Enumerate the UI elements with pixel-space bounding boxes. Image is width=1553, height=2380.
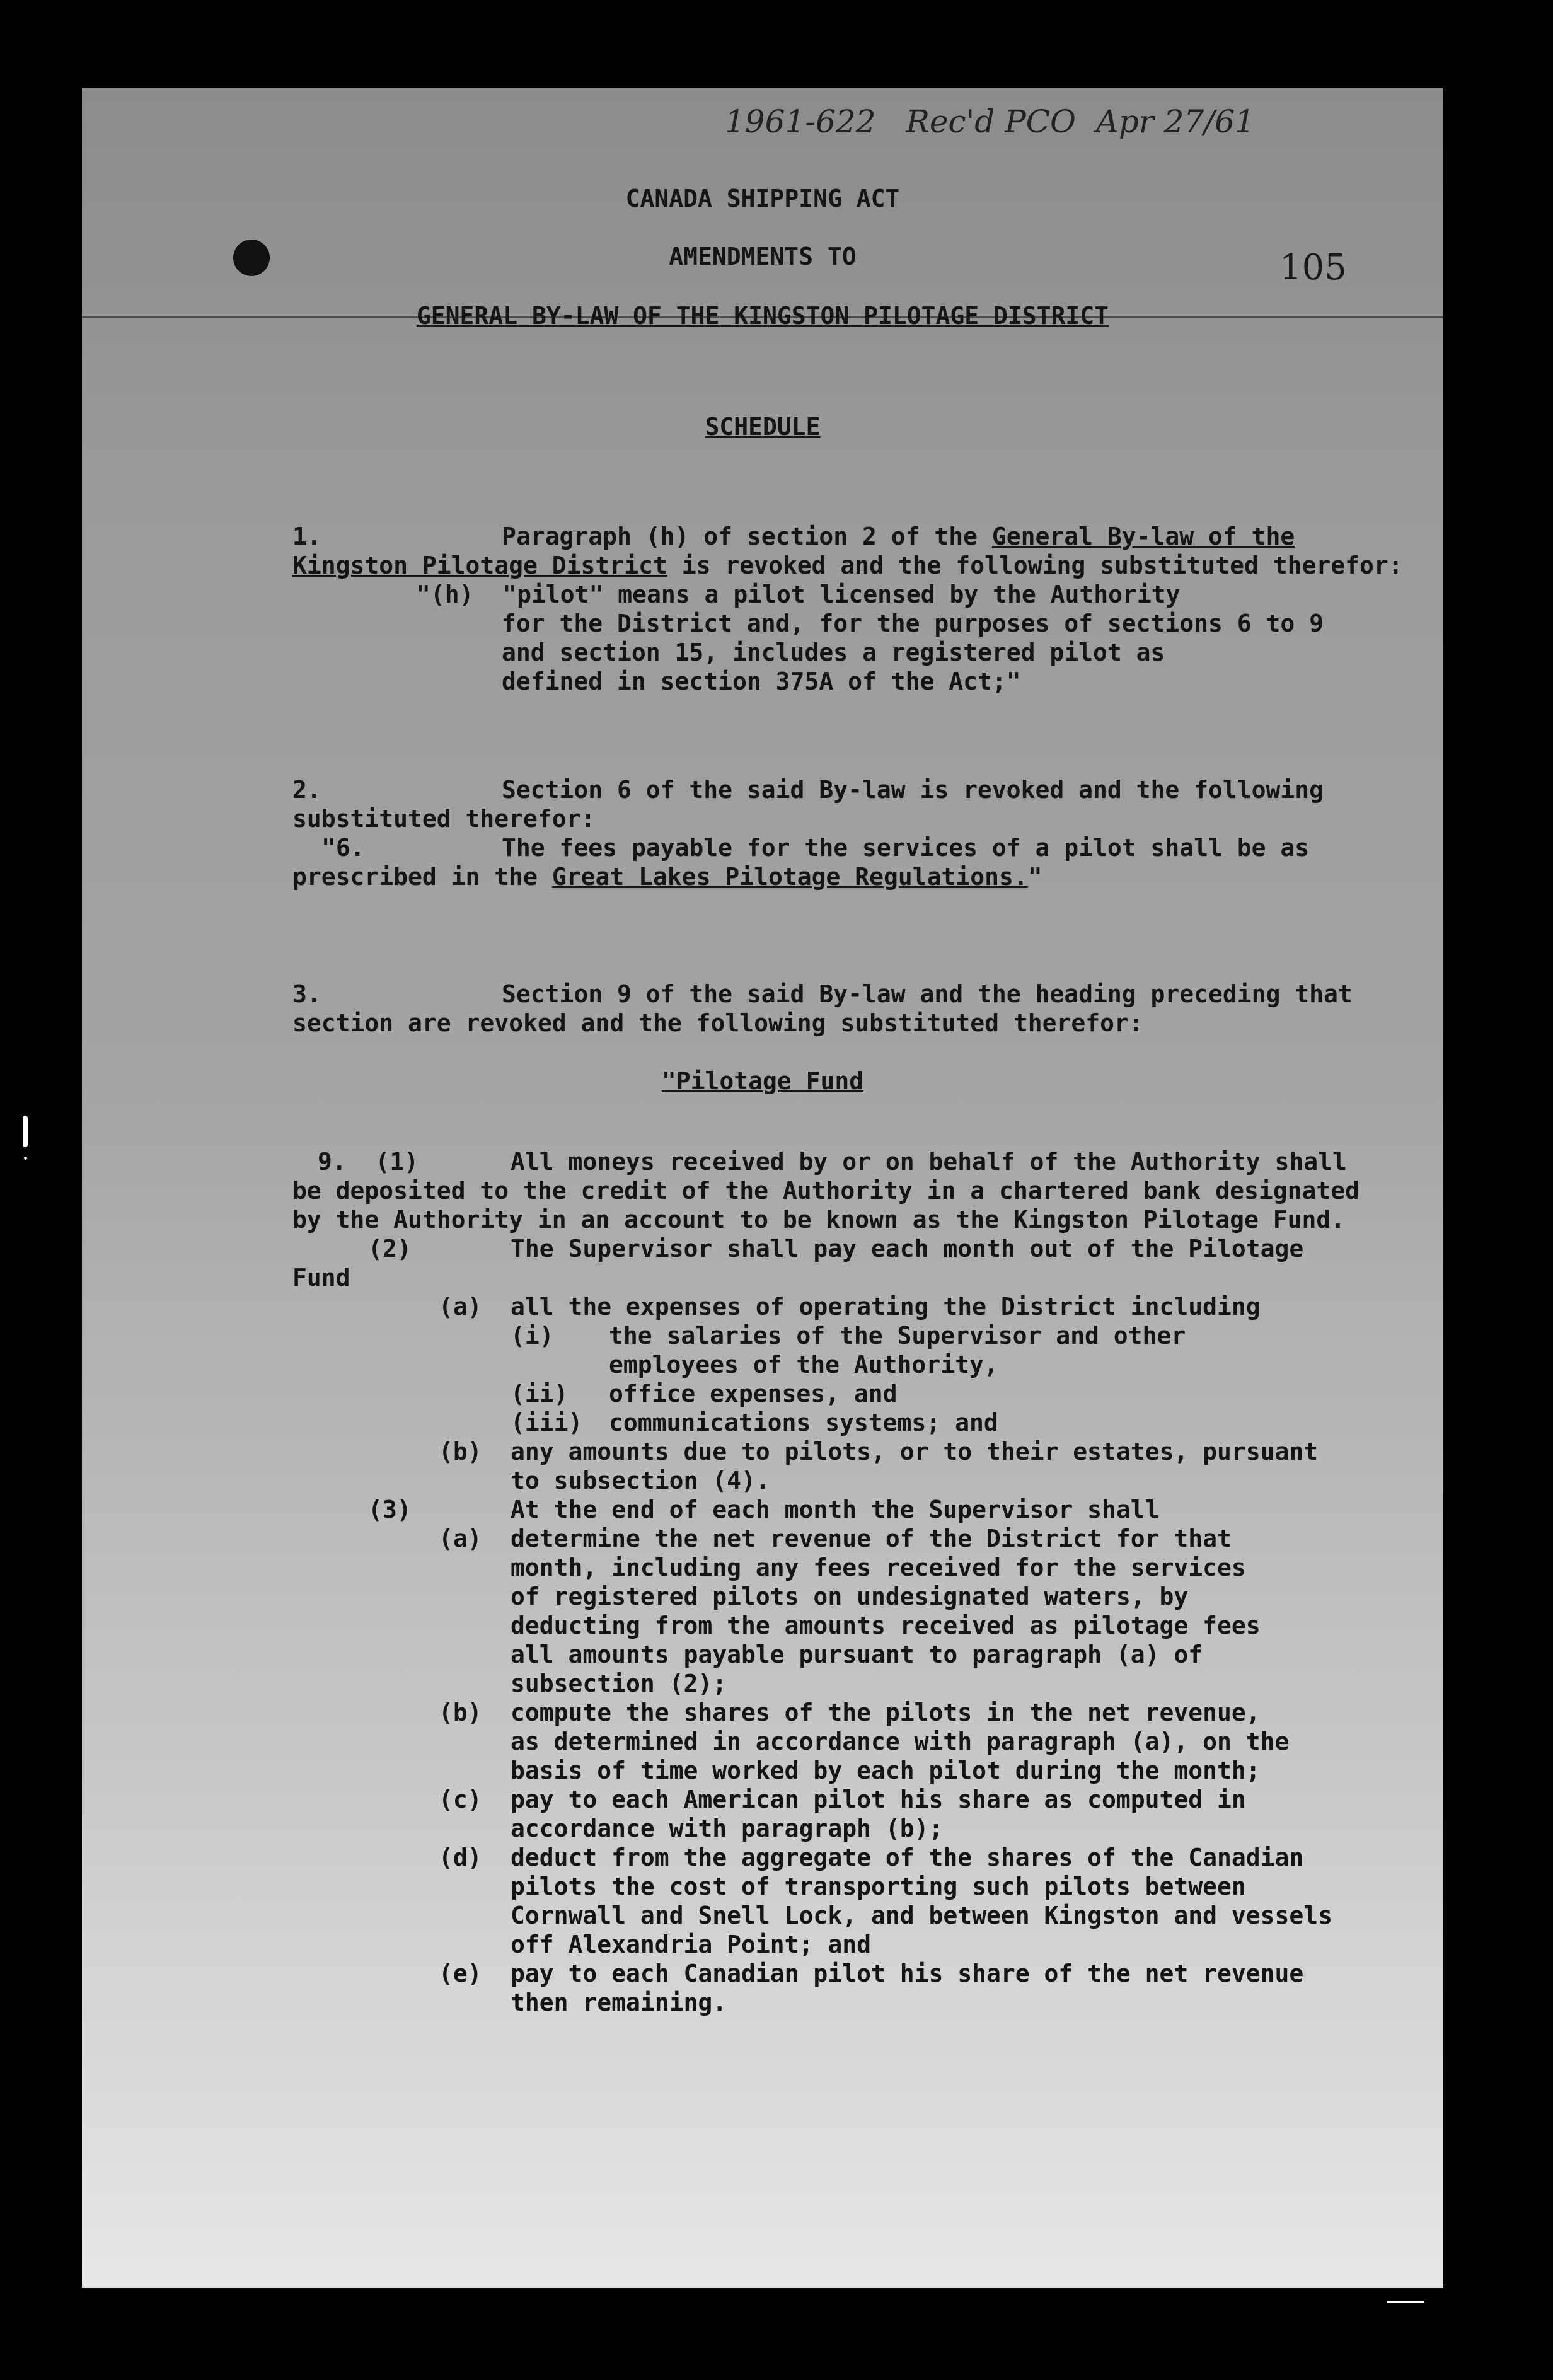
handwritten-annotation: 1961-622 Rec'd PCO Apr 27/61 <box>725 103 1255 140</box>
body-text: any amounts due to pilots, or to their estates, pursuant <box>511 1438 1319 1465</box>
body-text: determine the net revenue of the District for that <box>511 1525 1232 1552</box>
body-text: pay to each American pilot his share as computed in <box>511 1786 1246 1813</box>
page-number: 105 <box>1279 247 1347 288</box>
body-text: communications systems; and <box>609 1409 998 1436</box>
body-text: then remaining. <box>511 1989 727 2016</box>
body-text: Fund <box>292 1264 350 1291</box>
section-3-text: section are revoked and the following substituted therefor: <box>292 1009 1143 1037</box>
subparagraph-label: (i) <box>511 1322 554 1349</box>
body-text: All moneys received by or on behalf of the Authority shall <box>511 1148 1347 1176</box>
subparagraph-label: (ii) <box>511 1380 569 1407</box>
body-text: all amounts payable pursuant to paragraph (a) of <box>511 1641 1203 1668</box>
subparagraph-label: (iii) <box>511 1409 583 1436</box>
section-1-text: and section 15, includes a registered pilot as <box>502 638 1165 666</box>
heading-by-law: GENERAL BY-LAW OF THE KINGSTON PILOTAGE DISTRICT <box>416 302 1109 330</box>
section-3-number: 3. <box>292 980 321 1008</box>
paragraph-label: (a) <box>439 1293 482 1320</box>
section-1-text: "(h) "pilot" means a pilot licensed by the Authority <box>416 581 1181 608</box>
section-2-text: substituted therefor: <box>292 805 596 833</box>
paragraph-label: (e) <box>439 1960 482 1987</box>
body-text: as determined in accordance with paragraph (a), on the <box>511 1728 1290 1755</box>
body-text: office expenses, and <box>609 1380 898 1407</box>
body-text: by the Authority in an account to be known as the Kingston Pilotage Fund. <box>292 1206 1346 1233</box>
section-2-text: "6. <box>321 834 365 862</box>
body-text: subsection (2); <box>511 1670 727 1697</box>
pilotage-fund-heading: "Pilotage Fund <box>661 1067 864 1095</box>
section-2-number: 2. <box>292 776 321 804</box>
section-2-text: Section 6 of the said By-law is revoked and the following <box>502 776 1324 804</box>
body-text: be deposited to the credit of the Authority in a chartered bank designated <box>292 1177 1360 1204</box>
heading-amendments: AMENDMENTS TO <box>669 243 857 270</box>
document-page <box>82 88 1443 2288</box>
section-2-text: prescribed in the Great Lakes Pilotage Regulations." <box>292 863 1042 891</box>
film-edge-mark <box>23 1116 28 1147</box>
body-text: Cornwall and Snell Lock, and between Kingston and vessels <box>511 1902 1333 1929</box>
paragraph-label: (b) <box>439 1438 482 1465</box>
paragraph-label: (c) <box>439 1786 482 1813</box>
body-text: At the end of each month the Supervisor shall <box>511 1496 1160 1523</box>
subsection-label: (2) <box>368 1235 412 1262</box>
section-1-text: for the District and, for the purposes of sections 6 to 9 <box>502 609 1324 637</box>
subsection-label: (3) <box>368 1496 412 1523</box>
section-2-text: The fees payable for the services of a pilot shall be as <box>502 834 1310 862</box>
body-text: to subsection (4). <box>511 1467 770 1494</box>
section-1-text: defined in section 375A of the Act;" <box>502 667 1021 695</box>
body-text: pay to each Canadian pilot his share of the net revenue <box>511 1960 1304 1987</box>
film-edge-mark <box>1387 2301 1424 2303</box>
heading-schedule: SCHEDULE <box>705 413 821 441</box>
body-text: the salaries of the Supervisor and other <box>609 1322 1186 1349</box>
body-text: deduct from the aggregate of the shares of the Canadian <box>511 1844 1304 1871</box>
body-text: accordance with paragraph (b); <box>511 1815 944 1842</box>
body-text: month, including any fees received for the services <box>511 1554 1246 1581</box>
section-3-text: Section 9 of the said By-law and the heading preceding that <box>502 980 1353 1008</box>
body-text: off Alexandria Point; and <box>511 1931 871 1958</box>
body-text: basis of time worked by each pilot during the month; <box>511 1757 1261 1784</box>
body-text: deducting from the amounts received as pilotage fees <box>511 1612 1261 1639</box>
section-1-text: Paragraph (h) of section 2 of the General By-law of the <box>502 523 1295 550</box>
section-1-text: Kingston Pilotage District is revoked and the following substituted therefor: <box>292 552 1403 579</box>
section-1-number: 1. <box>292 523 321 550</box>
body-text: pilots the cost of transporting such pilots between <box>511 1873 1246 1900</box>
body-text: of registered pilots on undesignated waters, by <box>511 1583 1189 1610</box>
body-text: compute the shares of the pilots in the net revenue, <box>511 1699 1261 1726</box>
film-edge-mark <box>24 1157 27 1160</box>
paragraph-label: (a) <box>439 1525 482 1552</box>
paragraph-label: (d) <box>439 1844 482 1871</box>
paragraph-label: (b) <box>439 1699 482 1726</box>
body-text: employees of the Authority, <box>609 1351 998 1378</box>
heading-act: CANADA SHIPPING ACT <box>625 185 900 212</box>
body-text: The Supervisor shall pay each month out of the Pilotage <box>511 1235 1304 1262</box>
subsection-label: 9. (1) <box>318 1148 419 1176</box>
body-text: all the expenses of operating the District including <box>511 1293 1261 1320</box>
